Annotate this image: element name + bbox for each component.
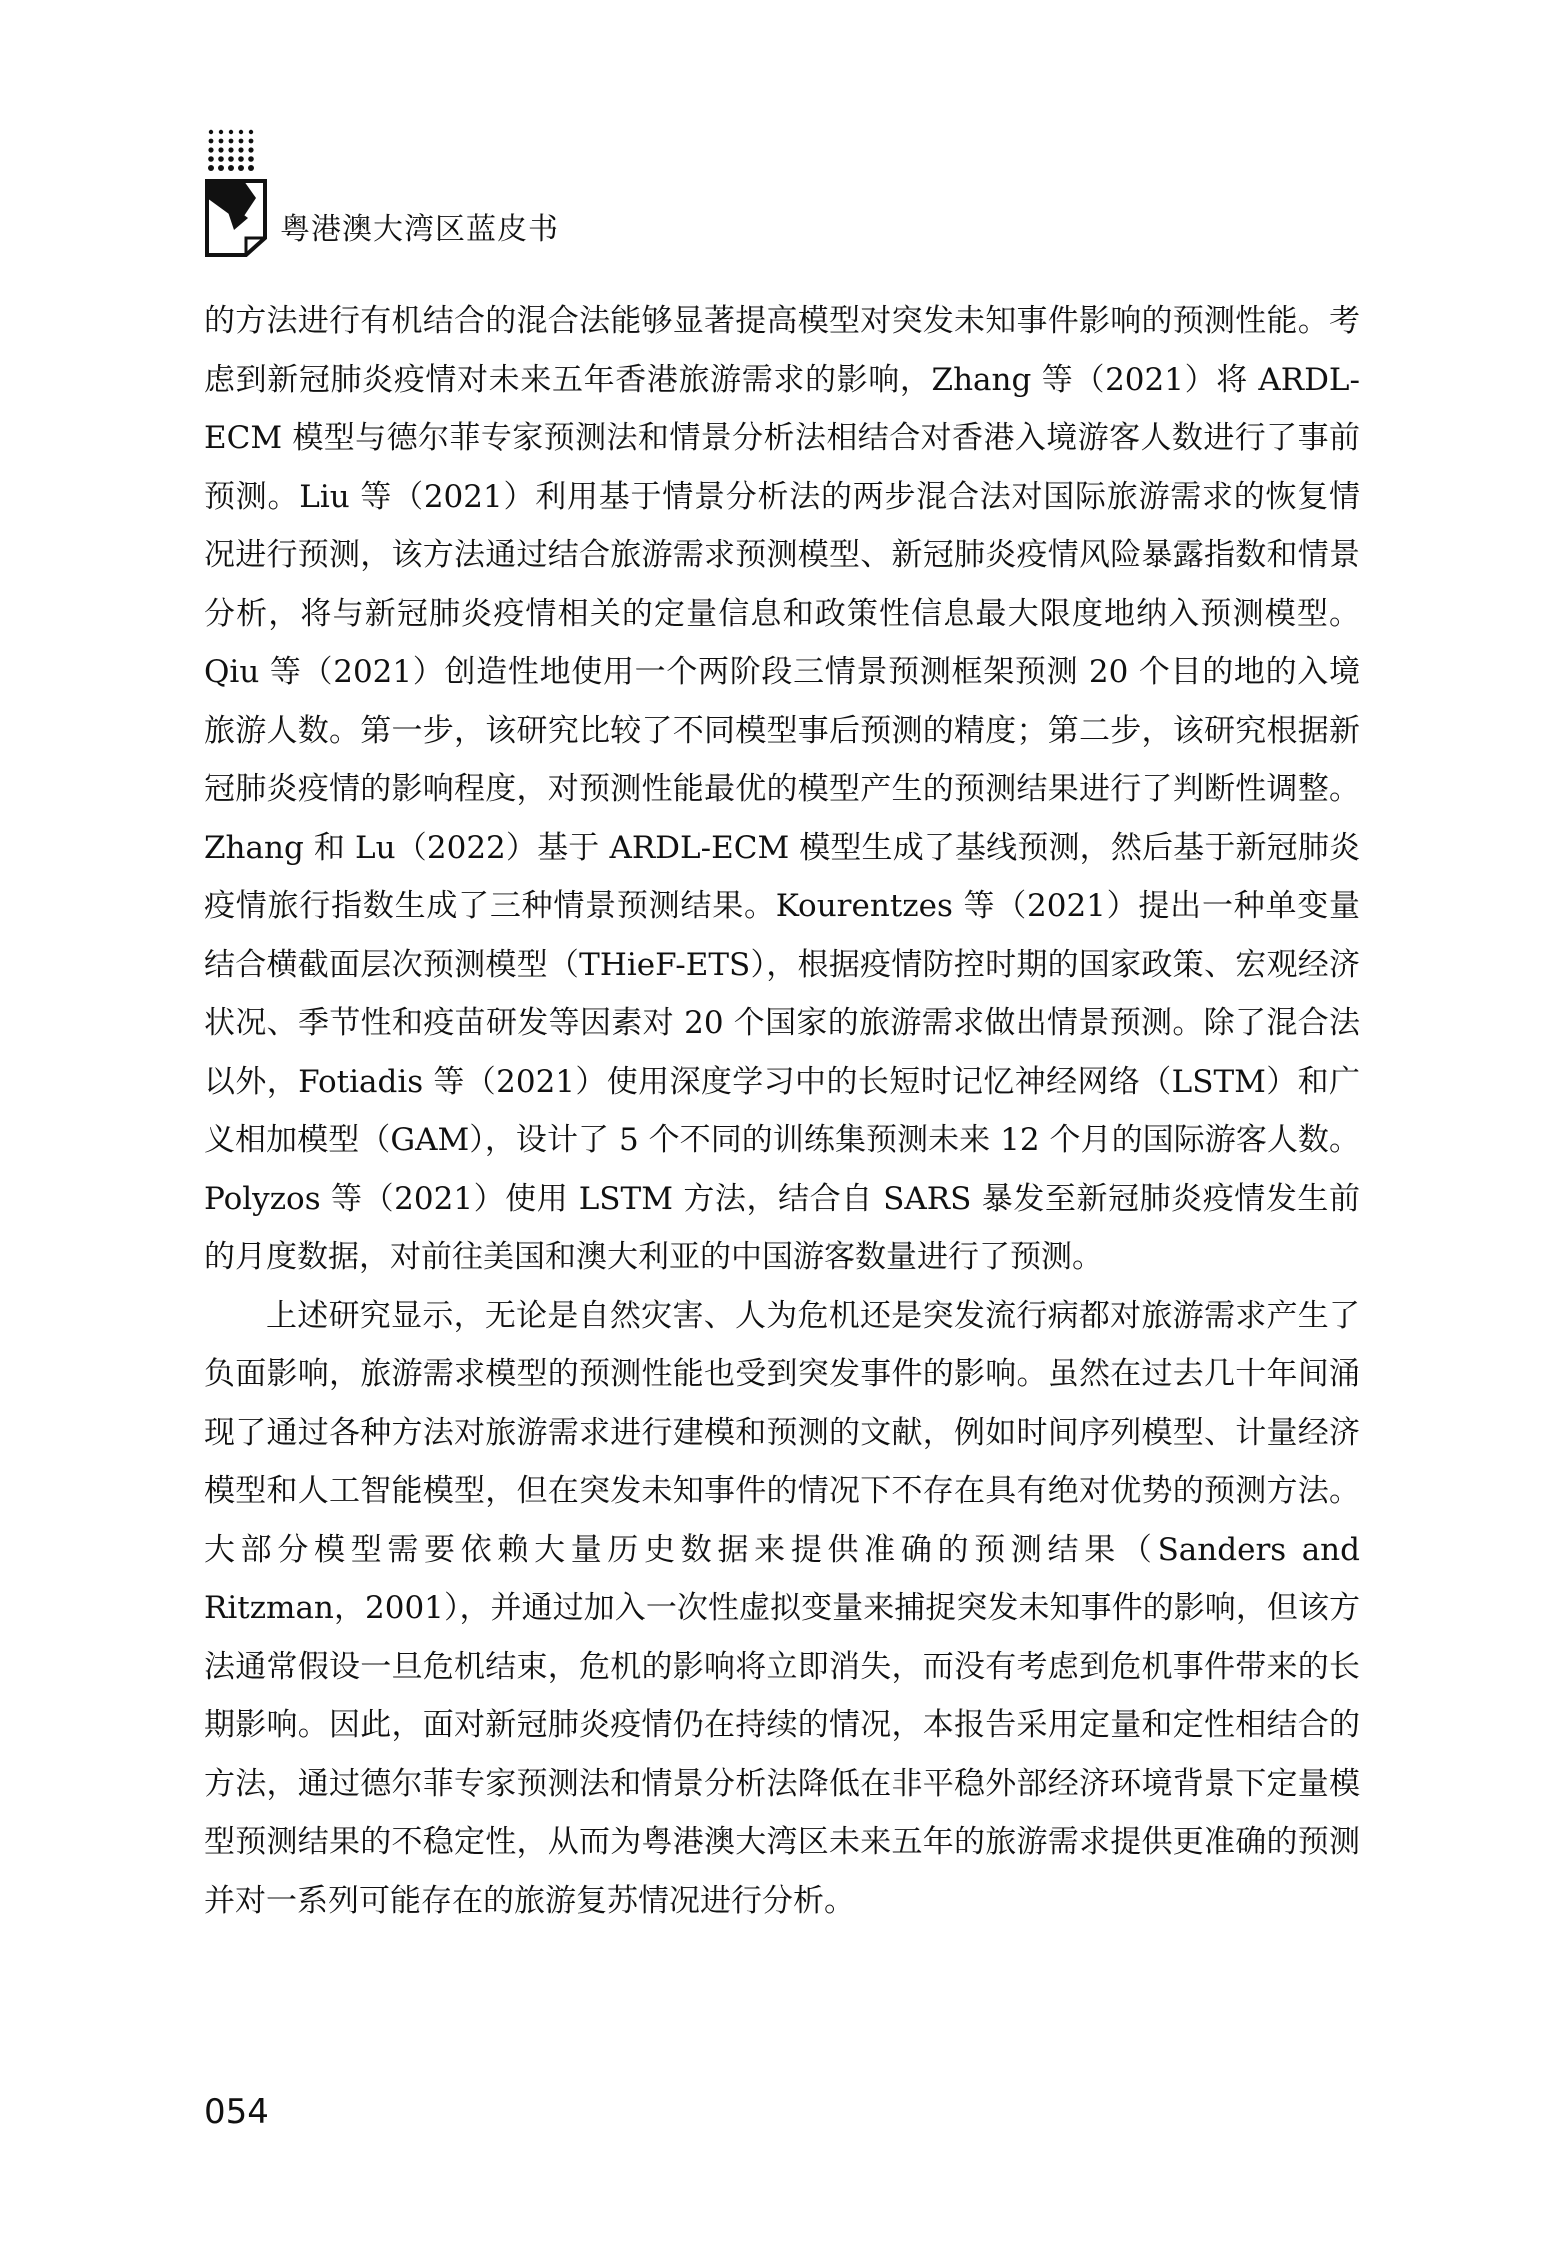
book-corner-icon <box>204 178 268 258</box>
dot-grid-icon <box>208 128 262 172</box>
body-text <box>204 292 1360 1930</box>
paragraph: 的方法进行有机结合的混合法能够显著提高模型对突发未知事件影响的预测性能。考虑到新冠肺炎疫情对未来五年香港旅游需求的影响，Zhang 等（2021）将 ARDL-ECM 模型与德尔菲专家预测法和情景分析法相结合对香港入境游客人数进行了事前预测。Liu 等（2021）利用基于情景分析法的两步混合法对国际旅游需求的恢复情况进行预测，该方法通过结合旅游需求预测模型、新冠肺炎疫情风险暴露指数和情景分析，将与新冠肺炎疫情相关的定量信息和政策性信息最大限度地纳入预测模型。Qiu 等（2021）创造性地使用一个两阶段三情景预测框架预测 20 个目的地的入境旅游人数。第一步，该研究比较了不同模型事后预测的精度；第二步，该研究根据新冠肺炎疫情的影响程度，对预测性能最优的模型产生的预测结果进行了判断性调整。Zhang 和 Lu（2022）基于 ARDL-ECM 模型生成了基线预测，然后基于新冠肺炎疫情旅行指数生成了三种情景预测结果。Kourentzes 等（2021）提出一种单变量结合横截面层次预测模型（THieF-ETS），根据疫情防控时期的国家政策、宏观经济状况、季节性和疫苗研发等因素对 20 个国家的旅游需求做出情景预测。除了混合法以外，Fotiadis 等（2021）使用深度学习中的长短时记忆神经网络（LSTM）和广义相加模型（GAM），设计了 5 个不同的训练集预测未来 12 个月的国际游客人数。Polyzos 等（2021）使用 LSTM 方法，结合自 SARS 暴发至新冠肺炎疫情发生前的月度数据，对前往美国和澳大利亚的中国游客数量进行了预测。 <box>204 303 1360 1275</box>
running-header <box>204 128 624 258</box>
series-title: 粤港澳大湾区蓝皮书 <box>280 212 559 247</box>
paragraph: 上述研究显示，无论是自然灾害、人为危机还是突发流行病都对旅游需求产生了负面影响，旅游需求模型的预测性能也受到突发事件的影响。虽然在过去几十年间涌现了通过各种方法对旅游需求进行建模和预测的文献，例如时间序列模型、计量经济模型和人工智能模型，但在突发未知事件的情况下不存在具有绝对优势的预测方法。大部分模型需要依赖大量历史数据来提供准确的预测结果（Sanders and Ritzman，2001），并通过加入一次性虚拟变量来捕捉突发未知事件的影响，但该方法通常假设一旦危机结束，危机的影响将立即消失，而没有考虑到危机事件带来的长期影响。因此，面对新冠肺炎疫情仍在持续的情况，本报告采用定量和定性相结合的方法，通过德尔菲专家预测法和情景分析法降低在非平稳外部经济环境背景下定量模型预测结果的不稳定性，从而为粤港澳大湾区未来五年的旅游需求提供更准确的预测并对一系列可能存在的旅游复苏情况进行分析。 <box>204 1297 1360 1919</box>
page-number: 054 <box>204 2092 269 2132</box>
